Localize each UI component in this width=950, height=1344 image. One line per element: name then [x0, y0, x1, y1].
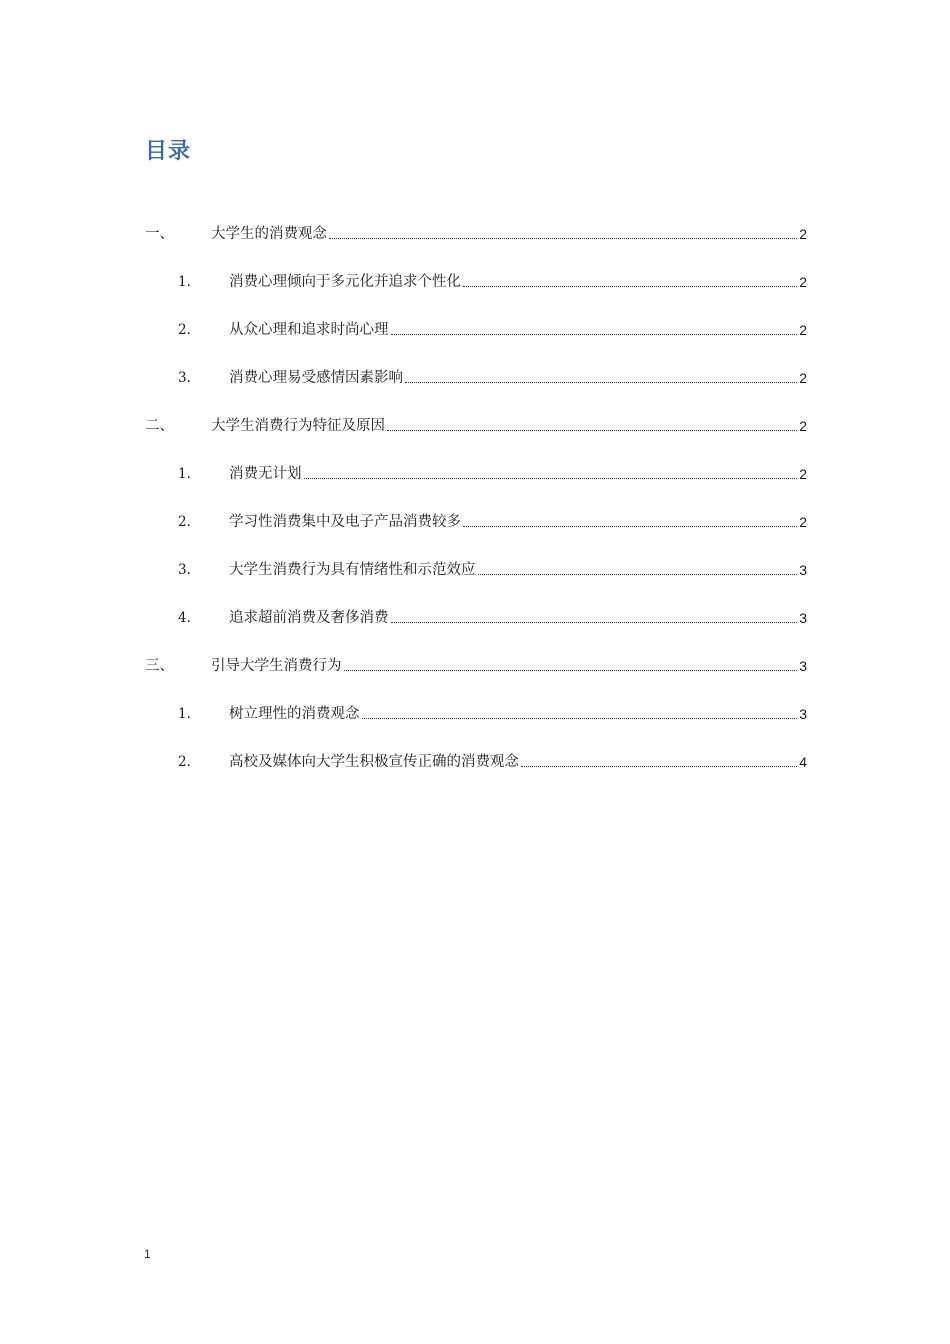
toc-dot-leader [521, 766, 797, 767]
toc-entry[interactable] [145, 532, 807, 580]
toc-entry[interactable] [145, 292, 807, 340]
toc-dot-leader [391, 622, 798, 623]
toc-entry-number: 3. [178, 370, 191, 386]
toc-dot-leader [362, 718, 798, 719]
toc-entry[interactable] [145, 340, 807, 388]
toc-entry-title: 从众心理和追求时尚心理 [229, 322, 389, 338]
toc-dot-leader [463, 286, 797, 287]
toc-entry[interactable] [145, 196, 807, 244]
toc-dot-leader [344, 670, 798, 671]
toc-entry-page: 3 [799, 562, 807, 578]
toc-entry[interactable] [145, 484, 807, 532]
toc-entry-page: 2 [799, 418, 807, 434]
toc-entry[interactable] [145, 676, 807, 724]
toc-entry-number: 4. [178, 610, 191, 626]
toc-dot-leader [478, 574, 798, 575]
toc-entry-title: 消费心理倾向于多元化并追求个性化 [229, 274, 461, 290]
toc-entry-page: 3 [799, 610, 807, 626]
toc-entry[interactable] [145, 628, 807, 676]
toc-entry-page: 2 [799, 466, 807, 482]
toc-dot-leader [405, 382, 797, 383]
toc-entry-title: 大学生消费行为具有情绪性和示范效应 [229, 562, 476, 578]
table-of-contents [145, 196, 807, 772]
toc-entry-page: 2 [799, 274, 807, 290]
toc-entry-number: 一、 [145, 226, 174, 242]
toc-dot-leader [387, 430, 797, 431]
toc-entry-page: 3 [799, 706, 807, 722]
toc-entry[interactable] [145, 388, 807, 436]
toc-entry-title: 追求超前消费及奢侈消费 [229, 610, 389, 626]
toc-entry-number: 三、 [145, 658, 174, 674]
footer-page-number: 1 [144, 1247, 151, 1261]
toc-entry-title: 树立理性的消费观念 [229, 706, 360, 722]
toc-entry-page: 2 [799, 514, 807, 530]
toc-entry-title: 大学生消费行为特征及原因 [211, 418, 385, 434]
toc-title: 目录 [145, 139, 192, 164]
toc-entry-title: 学习性消费集中及电子产品消费较多 [229, 514, 461, 530]
toc-entry-number: 2. [178, 514, 191, 530]
toc-entry[interactable] [145, 580, 807, 628]
toc-entry-page: 2 [799, 226, 807, 242]
toc-entry-page: 4 [799, 754, 807, 770]
toc-entry-number: 3. [178, 562, 191, 578]
toc-entry-title: 消费心理易受感情因素影响 [229, 370, 403, 386]
toc-entry[interactable] [145, 436, 807, 484]
toc-dot-leader [463, 526, 797, 527]
toc-dot-leader [304, 478, 798, 479]
toc-entry-number: 2. [178, 322, 191, 338]
toc-entry-title: 大学生的消费观念 [211, 226, 327, 242]
toc-entry-number: 1. [178, 274, 191, 290]
toc-entry-title: 消费无计划 [229, 466, 302, 482]
toc-entry-title: 高校及媒体向大学生积极宣传正确的消费观念 [229, 754, 519, 770]
toc-entry-page: 3 [799, 658, 807, 674]
toc-entry-page: 2 [799, 370, 807, 386]
toc-entry-number: 1. [178, 706, 191, 722]
toc-dot-leader [329, 238, 797, 239]
toc-dot-leader [391, 334, 798, 335]
toc-entry-number: 2. [178, 754, 191, 770]
toc-entry-page: 2 [799, 322, 807, 338]
toc-entry-title: 引导大学生消费行为 [211, 658, 342, 674]
toc-entry[interactable] [145, 724, 807, 772]
toc-entry[interactable] [145, 244, 807, 292]
toc-entry-number: 1. [178, 466, 191, 482]
toc-entry-number: 二、 [145, 418, 174, 434]
